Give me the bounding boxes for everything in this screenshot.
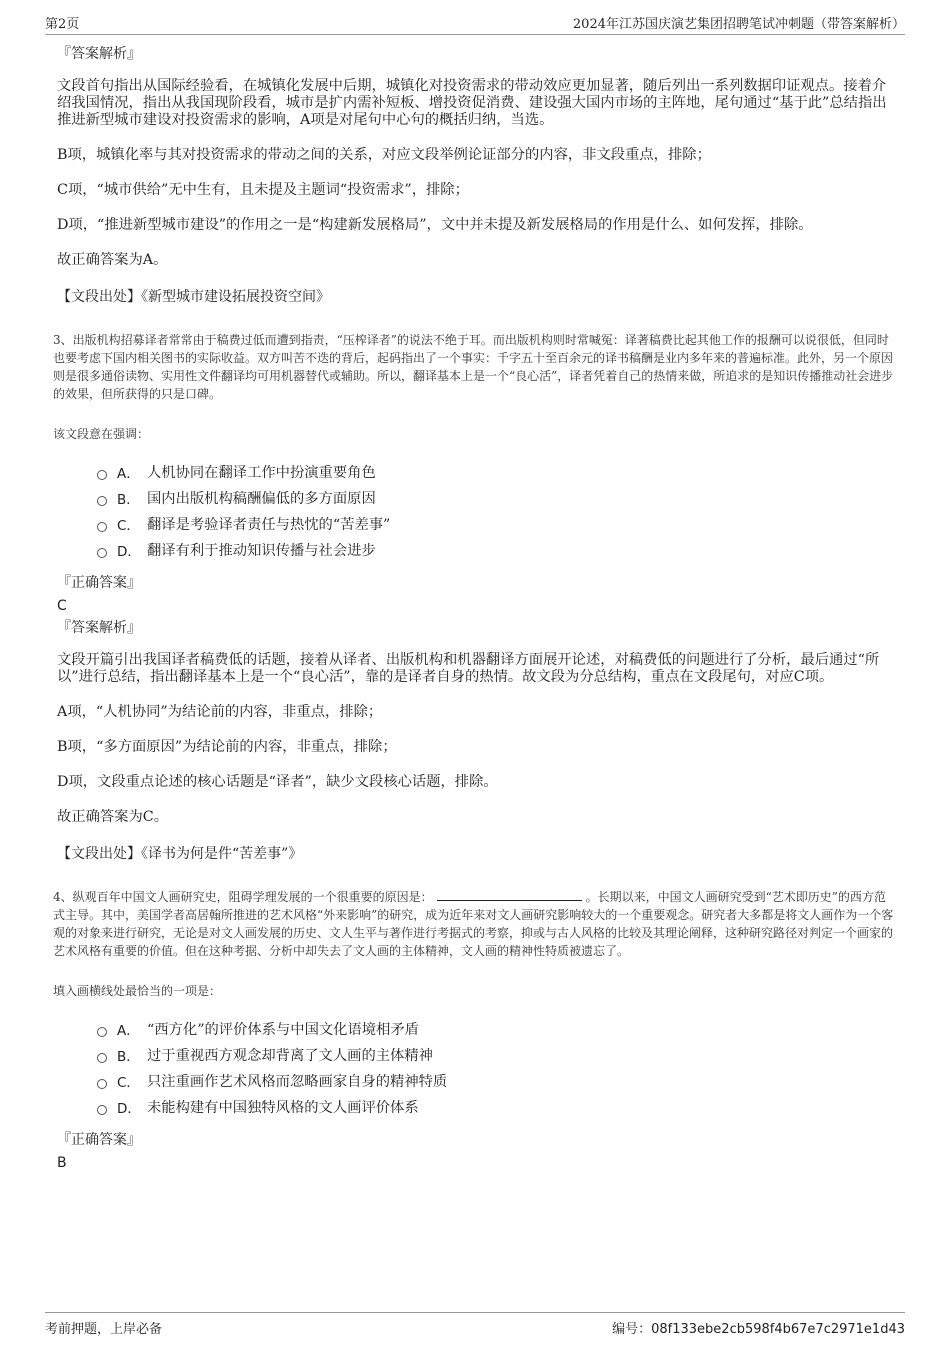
- q3-option-a[interactable]: A． 人机协同在翻译工作中扮演重要角色: [97, 459, 897, 485]
- q4-option-d[interactable]: D． 未能构建有中国独特风格的文人画评价体系: [97, 1094, 897, 1120]
- q2-source: 【文段出处】《新型城市建设拓展投资空间》: [57, 289, 330, 305]
- q4-answer: B: [57, 1155, 67, 1171]
- q4-option-b[interactable]: B． 过于重视西方观念却背离了文人画的主体精神: [97, 1042, 897, 1068]
- page-content: [53, 44, 897, 1175]
- page-footer: [45, 1312, 905, 1337]
- q4-answer-label: 『正确答案』: [57, 1132, 141, 1148]
- q3-answer: C: [57, 598, 67, 614]
- q3-option-c[interactable]: C． 翻译是考验译者责任与热忱的“苦差事”: [97, 511, 897, 537]
- q3-answer-label: 『正确答案』: [57, 575, 141, 591]
- q2-analysis-label: 『答案解析』: [57, 46, 141, 62]
- q3-analysis: 文段开篇引出我国译者稿费低的话题，接着从译者、出版机构和机器翻译方面展开论述，对稿费低的问题进行了分析，最后通过“所以”进行总结，指出翻译基本上是一个“良心活”，靠的是译者自身的热情。故文段为分总结构，重点在文段尾句，对应C项。: [57, 652, 880, 685]
- q3-option-d[interactable]: D． 翻译有利于推动知识传播与社会进步: [97, 537, 897, 563]
- q4-prompt: 填入画横线处最恰当的一项是：: [53, 984, 222, 998]
- q3-conclusion: 故正确答案为C。: [57, 809, 169, 825]
- q3-question: 3、出版机构招募译者常常由于稿费过低而遭到指责，“压榨译者”的说法不绝于耳。而出版机构则时常喊冤：译著稿费比起其他工作的报酬可以说很低，但同时也要考虑下国内相关图书的实际收益。双方叫苦不迭的背后，起码指出了一个事实：千字五十至百余元的译书稿酬是业内多年来的普遍标准。此外，另一个原因则是很多通俗读物、实用性文件翻译均可用机器替代或辅助。所以，翻译基本上是一个“良心活”，译者凭着自己的热情来做，所追求的是知识传播推动社会进步的效果，但所获得的只是口碑。: [53, 333, 894, 401]
- radio-icon[interactable]: [97, 522, 107, 532]
- q4-options: [97, 1016, 897, 1120]
- q4-question: 4、纵观百年中国文人画研究史，阻碍学理发展的一个很重要的原因是： 。长期以来，中国文人画研究受到“艺术即历史”的西方范式主导。其中，美国学者高居翰所推进的艺术风格“外来影响”的研究，成为近年来对文人画研究影响较大的一个重要观念。研究者大多都是将文人画作为一个客观的对象来进行研究，无论是对文人画发展的历史、文人生平与著作进行考据式的考察，抑或与古人风格的比较及其理论阐释，这种研究路径对判定一个画家的艺术风格有重要的价值。但在这种考据、分析中却失去了文人画的主体精神，文人画的精神性特质被遗忘了。: [53, 890, 894, 958]
- q4-option-a[interactable]: A． “西方化”的评价体系与中国文化语境相矛盾: [97, 1016, 897, 1042]
- page-number: 第2页: [45, 17, 80, 32]
- q2-conclusion: 故正确答案为A。: [57, 252, 168, 268]
- radio-icon[interactable]: [97, 470, 107, 480]
- radio-icon[interactable]: [97, 496, 107, 506]
- radio-icon[interactable]: [97, 1105, 107, 1115]
- page-header: [45, 12, 905, 35]
- q3-option-d-analysis: D项，文段重点论述的核心话题是“译者”，缺少文段核心话题，排除。: [57, 774, 498, 790]
- document-title: 2024年江苏国庆演艺集团招聘笔试冲刺题（带答案解析）: [572, 17, 905, 32]
- radio-icon[interactable]: [97, 548, 107, 558]
- radio-icon[interactable]: [97, 1027, 107, 1037]
- q2-option-d-analysis: D项，“推进新型城市建设”的作用之一是“构建新发展格局”，文中并未提及新发展格局的作用是什么、如何发挥，排除。: [57, 217, 813, 233]
- q2-option-b-analysis: B项，城镇化率与其对投资需求的带动之间的关系，对应文段举例论证部分的内容，非文段重点，排除；: [57, 147, 711, 163]
- q3-options: [97, 459, 897, 563]
- fill-blank: [437, 888, 582, 901]
- footer-slogan: 考前押题，上岸必备: [45, 1322, 163, 1337]
- q3-analysis-label: 『答案解析』: [57, 620, 141, 636]
- q3-prompt: 该文段意在强调：: [53, 427, 150, 441]
- q4-option-c[interactable]: C． 只注重画作艺术风格而忽略画家自身的精神特质: [97, 1068, 897, 1094]
- q2-option-c-analysis: C项，“城市供给”无中生有，且未提及主题词“投资需求”，排除；: [57, 182, 469, 198]
- radio-icon[interactable]: [97, 1079, 107, 1089]
- radio-icon[interactable]: [97, 1053, 107, 1063]
- q3-source: 【文段出处】《译书为何是件“苦差事”》: [57, 846, 303, 862]
- q3-option-b[interactable]: B． 国内出版机构稿酬偏低的多方面原因: [97, 485, 897, 511]
- q2-analysis: 文段首句指出从国际经验看，在城镇化发展中后期，城镇化对投资需求的带动效应更加显著，随后列出一系列数据印证观点。接着介绍我国情况，指出从我国现阶段看，城市是扩内需补短板、增投资促消费、建设强大国内市场的主阵地，尾句通过“基于此”总结指出推进新型城市建设对投资需求的影响，A项是对尾句中心句的概括归纳，当选。: [57, 78, 887, 128]
- footer-code: 编号：08f133ebe2cb598f4b67e7c2971e1d43: [612, 1322, 905, 1337]
- q3-option-a-analysis: A项，“人机协同”为结论前的内容，非重点，排除；: [57, 704, 383, 720]
- q3-option-b-analysis: B项，“多方面原因”为结论前的内容，非重点，排除；: [57, 739, 397, 755]
